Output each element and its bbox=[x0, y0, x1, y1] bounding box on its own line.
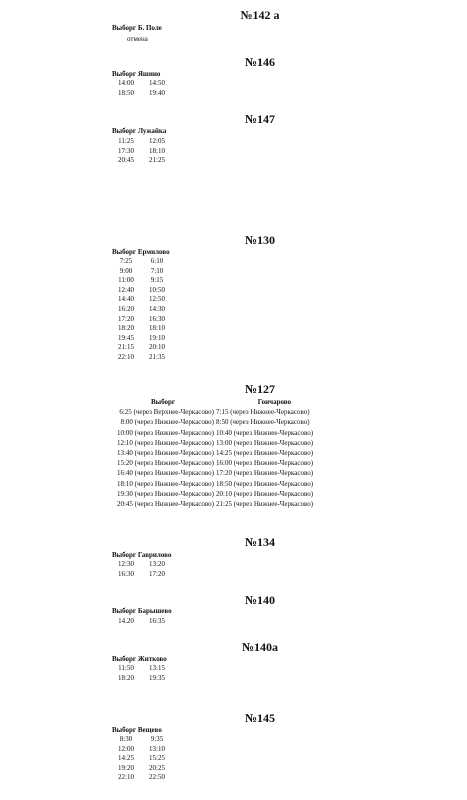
time-row: 15:20 (через Нижнее-Черкасово) 16:00 (через Нижнее-Черкасово) bbox=[116, 459, 314, 468]
time-row: 22:10 22:50 bbox=[118, 773, 165, 782]
route-title-130: №130 bbox=[244, 233, 276, 247]
time-row: 7:25 6:10 bbox=[119, 257, 164, 265]
times-table-147 bbox=[110, 137, 172, 166]
time-row: 14:40 12:50 bbox=[118, 295, 165, 304]
time-row: 18:20 19:35 bbox=[118, 673, 165, 682]
route-header-142a: Выборг Б. Поле bbox=[112, 24, 162, 32]
route-title-140: №140 bbox=[244, 593, 276, 607]
time-row: 20:45 (через Нижнее-Черкасово) 21:25 (через Нижнее-Черкасово) bbox=[116, 499, 314, 508]
route-header-145: Выборг Вещево bbox=[112, 726, 162, 734]
time-row: 18:10 (через Нижнее-Черкасово) 18:50 (через Нижнее-Черкасово) bbox=[116, 479, 314, 488]
time-row: 22:10 21:35 bbox=[118, 352, 165, 361]
time-row: 11:00 9:15 bbox=[118, 276, 164, 285]
times-table-145 bbox=[110, 735, 172, 783]
route-note-142a: отмена bbox=[127, 35, 148, 43]
route-title-146: №146 bbox=[244, 55, 276, 69]
times-table-134 bbox=[110, 560, 172, 579]
time-row: 8:00 (через Нижнее-Черкасово) 8:50 (через Нижнее-Черкасово) bbox=[120, 418, 310, 427]
time-row: 20:45 21:25 bbox=[118, 156, 165, 165]
time-row: 11:25 12:05 bbox=[118, 137, 165, 145]
time-row: 21:15 20:10 bbox=[118, 343, 165, 352]
route-title-134: №134 bbox=[244, 535, 276, 549]
time-row: 16:40 (через Нижнее-Черкасово) 17:20 (через Нижнее-Черкасово) bbox=[116, 469, 314, 478]
time-row: 14.20 16:35 bbox=[118, 617, 165, 625]
time-row: 8:30 9:35 bbox=[119, 735, 164, 743]
time-row: 18:20 18:10 bbox=[118, 324, 165, 333]
time-row: 6:25 (через Верхнее-Черкасово) 7:15 (через Нижнее-Черкасово) bbox=[119, 408, 310, 417]
route-header-147: Выборг Лужайка bbox=[112, 127, 167, 135]
times-table-140 bbox=[110, 617, 172, 627]
time-row: 13:40 (через Нижнее-Черкасово) 14:25 (через Нижнее-Черкасово) bbox=[116, 448, 314, 457]
time-row: 10:00 (через Нижнее-Черкасово) 10:40 (через Нижнее-Черкасово) bbox=[116, 428, 314, 437]
time-row: 12:10 (через Нижнее-Черкасово) 13:00 (через Нижнее-Черкасово) bbox=[116, 438, 314, 447]
time-row: 17:30 18:10 bbox=[118, 146, 165, 155]
time-row: 14:25 15:25 bbox=[118, 754, 165, 763]
table-header-row bbox=[112, 397, 313, 407]
col-header-goncharovo: Гончарово bbox=[257, 398, 292, 406]
time-row: 19:20 20:25 bbox=[118, 763, 165, 772]
time-row: 12:30 13:20 bbox=[118, 560, 165, 568]
route-header-140: Выборг Барышево bbox=[112, 607, 172, 615]
route-header-134: Выборг Гаврилово bbox=[112, 551, 172, 559]
route-title-140a: №140а bbox=[241, 640, 279, 654]
route-header-146: Выборг Яшино bbox=[112, 70, 161, 78]
time-row: 12:40 10:50 bbox=[118, 285, 165, 294]
times-table-127 bbox=[112, 397, 313, 509]
time-row: 17:20 16:30 bbox=[118, 314, 165, 323]
time-row: 18:50 19:40 bbox=[118, 88, 165, 97]
route-title-142a: №142 а bbox=[240, 8, 280, 22]
time-row: 11:50 13:15 bbox=[118, 664, 165, 672]
time-row: 19:30 (через Нижнее-Черкасово) 20:10 (через Нижнее-Черкасово) bbox=[116, 489, 314, 498]
route-header-130: Выборг Ермилово bbox=[112, 248, 170, 256]
route-title-145: №145 bbox=[244, 711, 276, 725]
times-table-140a bbox=[110, 664, 172, 683]
time-row: 9:00 7:10 bbox=[119, 266, 164, 275]
time-row: 14:00 14:50 bbox=[118, 79, 165, 87]
time-row: 16:30 17:20 bbox=[118, 569, 165, 578]
times-table-146 bbox=[110, 79, 172, 98]
route-header-140a: Выборг Житково bbox=[112, 655, 167, 663]
time-row: 16:20 14:30 bbox=[118, 304, 165, 313]
time-row: 12:00 13:10 bbox=[118, 744, 165, 753]
route-title-147: №147 bbox=[244, 112, 276, 126]
route-title-127: №127 bbox=[244, 382, 276, 396]
col-header-vyborg: Выборг bbox=[150, 398, 176, 406]
times-table-130 bbox=[110, 257, 172, 363]
time-row: 19:45 19:10 bbox=[118, 333, 165, 342]
